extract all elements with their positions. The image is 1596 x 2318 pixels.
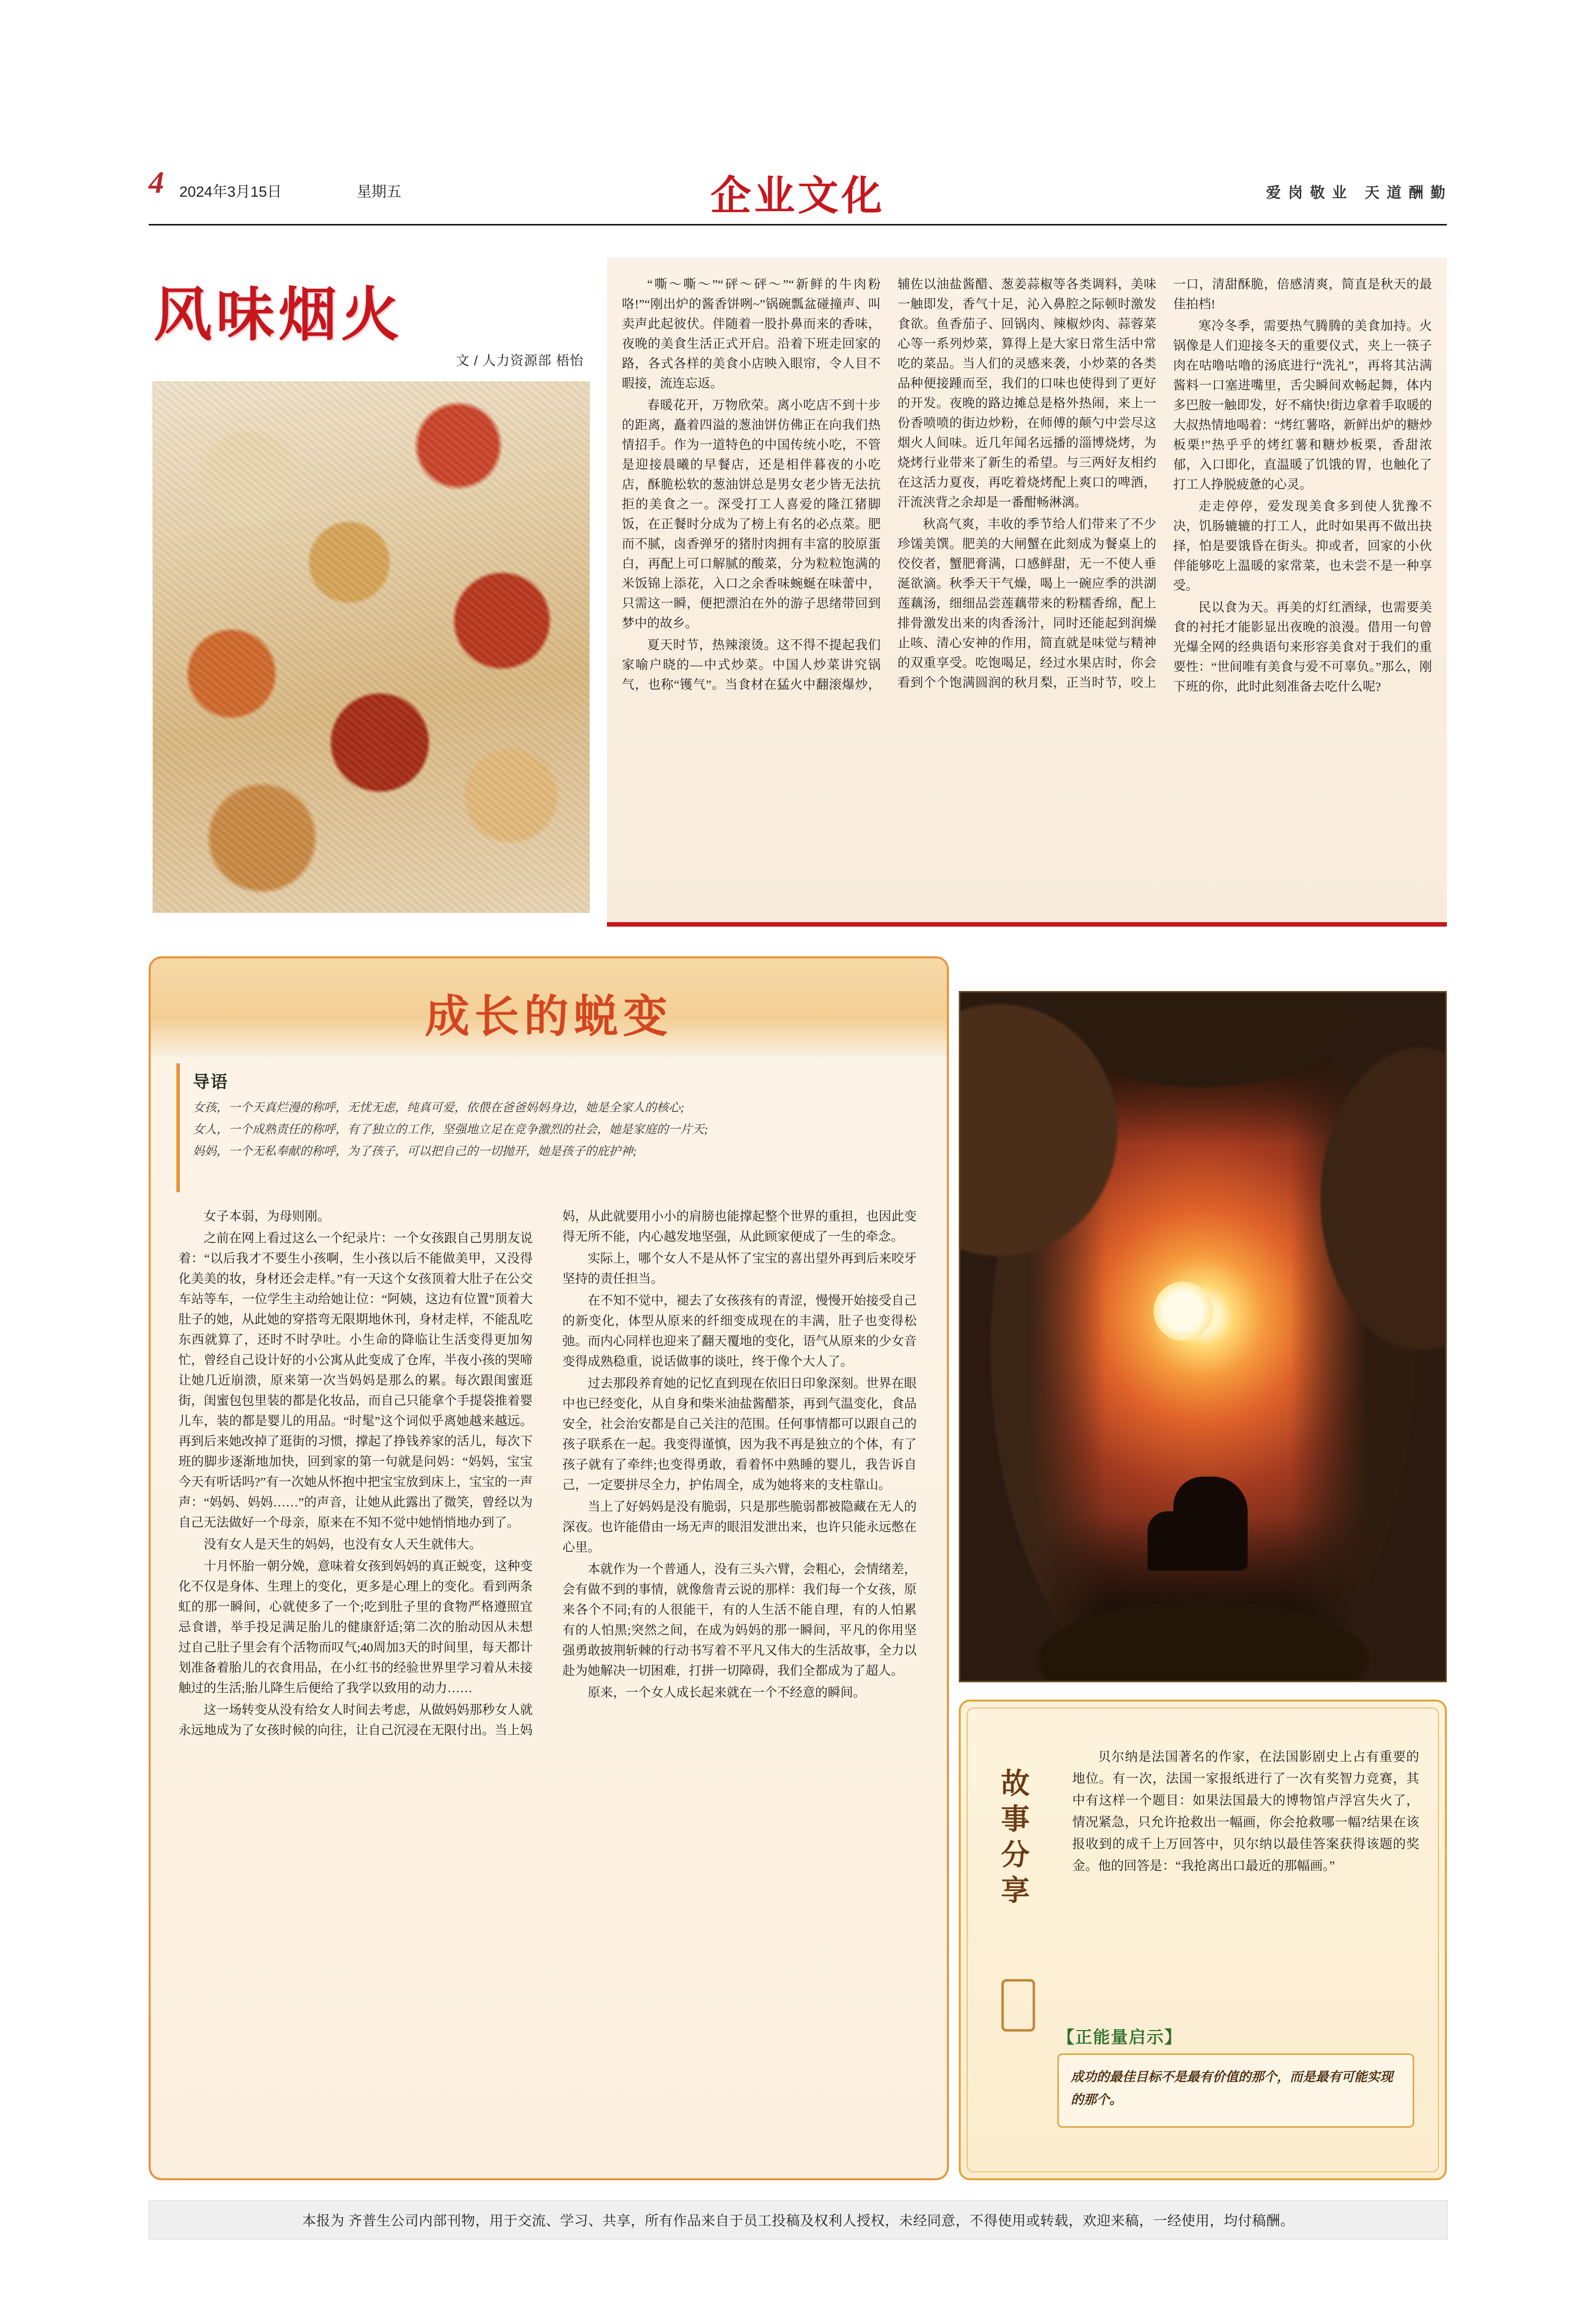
article2-text-columns — [178, 1206, 917, 2148]
page-number: 4 — [149, 166, 164, 200]
article2-paragraph: 在不知不觉中，褪去了女孩孩有的青涩，慢慢开始接受自己的新变化，体型从原来的纤细变成现在的丰满，肚子也变得松弛。而内心同样也迎来了翻天覆地的变化，语气从原来的少女音变得成熟稳重，说话做事的谈吐，终于像个大人了。 — [562, 1293, 917, 1369]
article2-lead-line: 妈妈，一个无私奉献的称呼，为了孩子，可以把自己的一切抛开，她是孩子的庇护神; — [193, 1145, 637, 1158]
footer-text: 本报为 齐普生公司内部刊物，用于交流、学习、共享，所有作品来自于员工投稿及权利人授权，未经同意，不得使用或转载，欢迎来稿，一经使用，均付稿酬。 — [302, 2213, 1295, 2229]
article1-paragraph: “嘶～嘶～”“砰～砰～”“新鲜的牛肉粉咯!”“刚出炉的酱香饼咧~”锅碗瓢盆碰撞声、叫卖声此起彼伏。伴随着一股扑鼻而来的香味，夜晚的美食生活正式开启。沿着下班走回家的路，各式各样的美食小店映入眼帘，令人目不暇接，流连忘返。 — [622, 277, 881, 390]
sunset-cave-silhouette-photo — [959, 991, 1447, 1682]
article2-body — [178, 1206, 917, 2148]
article1-paragraph: 秋高气爽，丰收的季节给人们带来了不少珍馐美馔。肥美的大闸蟹在此刻成为餐桌上的佼佼者，蟹肥膏满，口感鲜甜，无一不使人垂涎欲滴。秋季天干气燥，喝上一碗应季的洪湖莲藕汤，细细品尝莲藕带来的粉糯香绵，配上排骨激发出来的肉香汤汁，同时还能起到润燥止咳、清心安神的作用，简直就是味觉与精神的双重享受。吃饱喝足，经过水果店时，你会看到个个饱满圆润的秋月梨，正当时节，咬上一口，清甜酥脆，倍感清爽，简直是秋天的最佳拍档! — [897, 277, 1432, 690]
positive-energy-text: 成功的最佳目标不是最有价值的那个，而是最有可能实现的那个。 — [1071, 2070, 1393, 2107]
article2-paragraph: 实际上，哪个女人不是从怀了宝宝的喜出望外再到后来咬牙坚持的责任担当。 — [562, 1251, 917, 1286]
article2-paragraph: 没有女人是天生的妈妈，也没有女人天生就伟大。 — [204, 1537, 482, 1551]
article1-text-columns — [622, 275, 1432, 909]
article1-byline: 文 / 人力资源部 梧怡 — [455, 353, 584, 368]
article-fengwei-yanhuo — [149, 258, 1447, 927]
masthead — [149, 164, 1447, 218]
article2-paragraph: 本就作为一个普通人，没有三头六臂，会粗心，会情绪差，会有做不到的事情，就像詹青云说的那样：我们每一个女孩，原来各个不同;有的人很能干，有的人生活不能自理，有的人怕累有的人怕黑;突然之间，在成为妈妈的那一瞬间，平凡的你用坚强勇敢披荆斩棘的行动书写着不平凡又伟大的生活故事，全力以赴为她解决一切困难，打拼一切障碍，我们全都成为了超人。 — [562, 1562, 917, 1678]
article1-paragraph: 夏天时节，热辣滚烫。这不得不提起我们家喻户晓的—中式炒菜。中国人炒菜讲究锅气，也称“镬气”。当食材在猛火中翻滚爆炒，辅佐以油盐酱醋、葱姜蒜椒等各类调料，美味一触即发，香气十足，沁入鼻腔之际顿时激发食欲。鱼香茄子、回锅肉、辣椒炒肉、蒜蓉菜心等一系列炒菜，算得上是大家日常生活中常吃的菜品。当人们的灵感来袭，小炒菜的各类品种便接踵而至，我们的口味也使得到了更好的开发。夜晚的路边摊总是格外热闹，来上一份香喷喷的街边炒粉，在师傅的颠勺中尝尽这烟火人间味。近几年闻名远播的淄博烧烤，为烧烤行业带来了新生的希望。与三两好友相约在这活力夏夜，再吃着烧烤配上爽口的啤酒，汗流浃背之余却是一番酣畅淋漓。 — [622, 277, 1156, 692]
masthead-weekday: 星期五 — [357, 184, 401, 200]
article2-lead-label: 导语 — [193, 1073, 228, 1092]
article1-title: 风味烟火 — [154, 283, 404, 348]
masthead-slogan: 爱 岗 敬 业 天 道 酬 勤 — [1266, 185, 1447, 201]
story-body-text: 贝尔纳是法国著名的作家，在法国影剧史上占有重要的地位。有一次，法国一家报纸进行了一次有奖智力竞赛，其中有这样一个题目：如果法国最大的博物馆卢浮宫失火了，情况紧急，只允许抢救出一幅画，你会抢救哪一幅?结果在该报收到的成千上万回答中，贝尔纳以最佳答案获得该题的奖金。他的回答是：“我抢离出口最近的那幅画。” — [1072, 1750, 1419, 1873]
article1-paragraph: 走走停停，爱发现美食多到使人犹豫不决，饥肠辘辘的打工人，此时如果再不做出抉择，怕是要饿昏在街头。抑或者，回家的小伙伴能够吃上温暖的家常菜，也未尝不是一种享受。 — [1173, 499, 1432, 593]
masthead-date: 2024年3月15日 — [179, 184, 282, 200]
scroll-icon — [1001, 1979, 1035, 2032]
article1-paragraph: 寒冷冬季，需要热气腾腾的美食加持。火锅像是人们迎接冬天的重要仪式，夹上一筷子肉在咕噜咕噜的汤底进行“洗礼”，再将其沾满酱料一口塞进嘴里，舌尖瞬间欢畅起舞，体内多巴胺一触即发，好不痛快!街边拿着手取暖的大叔热情地喝着：“烤红薯咯，新鲜出炉的糖炒板栗!”热乎乎的烤红薯和糖炒板栗，香甜浓郁，入口即化，直温暖了饥饿的胃，也触化了打工人挣脱疲惫的心灵。 — [1173, 319, 1432, 492]
mother-child-silhouette — [1173, 1477, 1248, 1571]
article1-body — [607, 258, 1447, 927]
article1-paragraph: 民以食为天。再美的灯红酒绿，也需要美食的衬托才能影显出夜晚的浪漫。借用一句曾光爆全网的经典语句来形容美食对于我们的重要性：“世间唯有美食与爱不可辜负。”那么，刚下班的你，此时此刻准备去吃什么呢? — [1173, 600, 1432, 694]
article2-lead-box — [176, 1063, 920, 1192]
seafood-feast-photo — [153, 382, 590, 913]
article1-paragraph: 春暖花开，万物欣荣。离小吃店不到十步的距离，矗着四溢的葱油饼仿佛正在向我们热情招手。作为一道特色的中国传统小吃，不管是迎接晨曦的早餐店，还是相伴暮夜的小吃店，酥脆松软的葱油饼总是男女老少皆无法抗拒的美食之一。深受打工人喜爱的隆江猪脚饭，在正餐时分成为了榜上有名的必点菜。肥而不腻，卤香弹牙的猪肘肉拥有丰富的胶原蛋白，再配上可口解腻的酸菜，分为粒粒饱满的米饭锦上添花，入口之余香味蜿蜒在味蕾中，只需这一瞬，便把漂泊在外的游子思绪带回到梦中的故乡。 — [622, 398, 881, 630]
article2-paragraph: 之前在网上看过这么一个纪录片：一个女孩跟自己男朋友说着：“以后我才不要生小孩啊，生小孩以后不能做美甲，又没得化美美的妆，身材还会走样。”有一天这个女孩顶着大肚子在公交车站等车，一位学生主动给她让位：“阿姨，这边有位置”顶着大肚子的她，从此她的穿搭弯无限期地休刊，身材走样，不能乱吃东西就算了，还时不时孕吐。小生命的降临让生活变得更加匆忙，曾经自己设计好的小公寓从此变成了仓库，半夜小孩的哭啼让她几近崩溃，原来第一次当妈妈是那么的累。每次跟闺蜜逛街，闺蜜包包里装的都是化妆品，而自己只能拿个手提袋推着婴儿车，装的都是婴儿的用品。“时髦”这个词似乎离她越来越远。再到后来她改掉了逛街的习惯，撑起了挣钱养家的活儿，每次下班的脚步逐渐地加快，回到家的第一句就是问妈：“妈妈，宝宝今天有听话吗?”有一次她从怀抱中把宝宝放到床上，宝宝的一声声：“妈妈、妈妈……”的声音，让她从此露出了微笑，曾经以为自己无法做好一个母亲，原来在不知不觉中她悄悄地办到了。 — [178, 1231, 533, 1530]
masthead-divider — [149, 224, 1447, 225]
article1-left-column — [149, 258, 595, 927]
footer-disclaimer — [149, 2200, 1448, 2240]
positive-energy-box — [1057, 2053, 1414, 2128]
cave-frame — [960, 993, 1445, 1681]
story-sharing-title: 故事分享 — [1000, 1767, 1031, 1907]
article2-paragraph: 过去那段养育她的记忆直到现在依旧日印象深刻。世界在眼中也已经变化，从自身和柴米油盐酱醋茶，再到气温变化，食品安全，社会治安都是自己关注的范围。任何事情都可以跟自己的孩子联系在一起。我变得谨慎，因为我不再是独立的个体，有了孩子就有了牵绊;也变得勇敢，看着怀中熟睡的婴儿，我告诉自己，一定要拼尽全力，护佑周全，成为她将来的支柱靠山。 — [562, 1376, 917, 1492]
article2-lead-line: 女孩，一个天真烂漫的称呼，无忧无虑，纯真可爱，依偎在爸爸妈妈身边，她是全家人的核心; — [193, 1102, 684, 1114]
article2-title: 成长的蜕变 — [425, 993, 673, 1042]
article2-paragraph: 十月怀胎一朝分娩，意味着女孩到妈妈的真正蜕变，这种变化不仅是身体、生理上的变化，更多是心理上的变化。看到两条虹的那一瞬间，心就使多了一个;吃到肚子里的食物严格遵照宜忌食谱，举手投足满足胎儿的健康舒适;第二次的胎动因从未想过自己肚子里会有个活物而叹气;40周加3天的时间里，每天都计划准备着胎儿的衣食用品，在小红书的经验世界里学习着从未接触过的生活;胎儿降生后便给了我学以致用的动力…… — [178, 1559, 533, 1695]
article2-paragraph: 这一场转变从没有给女人时间去考虑，从做妈妈那秒女人就永远地成为了女孩时候的向往，让自己沉浸在无限付出。当上妈妈，从此就要用小小的肩膀也能撑起整个世界的重担，也因此变得无所不能，内心越发地坚强，从此顾家便成了一生的牵念。 — [178, 1209, 917, 1737]
article2-paragraph: 当上了好妈妈是没有脆弱，只是那些脆弱都被隐藏在无人的深夜。也许能借由一场无声的眼泪发泄出来，也许只能永远憋在心里。 — [562, 1499, 917, 1554]
article2-paragraph: 原来，一个女人成长起来就在一个不经意的瞬间。 — [588, 1685, 866, 1700]
story-sharing-box — [959, 1700, 1447, 2180]
article2-lead-line: 女人，一个成熟责任的称呼，有了独立的工作，坚强地立足在竞争激烈的社会，她是家庭的一片天; — [193, 1123, 708, 1136]
masthead-title: 企业文化 — [710, 173, 885, 219]
article2-paragraph: 女子本弱，为母则刚。 — [204, 1209, 330, 1223]
positive-energy-label: 【正能量启示】 — [1057, 2029, 1182, 2047]
article-chengzhang-de-tuibian — [149, 956, 949, 2180]
